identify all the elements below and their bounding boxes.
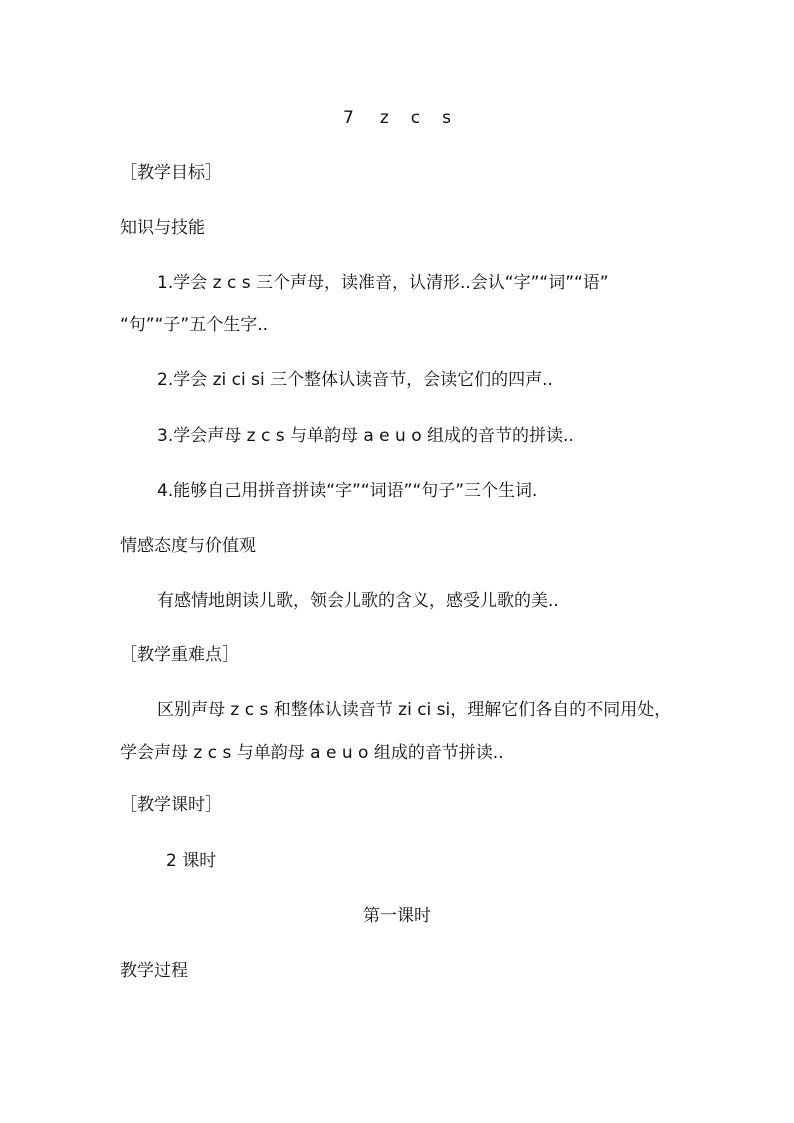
title-letter-s: s [442,108,451,128]
objective-item-1-line-2: “句”“子”五个生字.. [120,315,269,335]
hours-text: 2 课时 [166,851,217,871]
difficulty-text-line-2: 学会声母 z c s 与单韵母 a e u o 组成的音节拼读.. [120,743,504,763]
objective-item-2: 2.学会 zi ci si 三个整体认读音节，会读它们的四声.. [157,370,553,390]
difficulty-heading: ［教学重难点］ [120,645,239,665]
process-heading: 教学过程 [120,961,188,981]
objective-item-4: 4.能够自己用拼音拼读“字”“词语”“句子”三个生词. [157,481,538,501]
objective-item-3: 3.学会声母 z c s 与单韵母 a e u o 组成的音节的拼读.. [157,426,574,446]
page-title [0,106,794,130]
knowledge-heading: 知识与技能 [120,218,205,238]
difficulty-text-line-1: 区别声母 z c s 和整体认读音节 zi ci si，理解它们各自的不同用处， [157,700,672,720]
hours-heading: ［教学课时］ [120,795,222,815]
first-lesson-heading: 第一课时 [363,906,431,926]
emotion-text: 有感情地朗读儿歌，领会儿歌的含义，感受儿歌的美.. [157,591,559,611]
objective-item-1-line-1: 1.学会 z c s 三个声母，读准音，认清形..会认“字”“词”“语” [157,273,609,293]
title-letter-c: c [410,108,421,128]
objectives-heading: ［教学目标］ [120,163,222,183]
lesson-number: 7 [343,108,354,128]
emotion-heading: 情感态度与价值观 [120,536,256,556]
title-letter-z: z [379,108,389,128]
